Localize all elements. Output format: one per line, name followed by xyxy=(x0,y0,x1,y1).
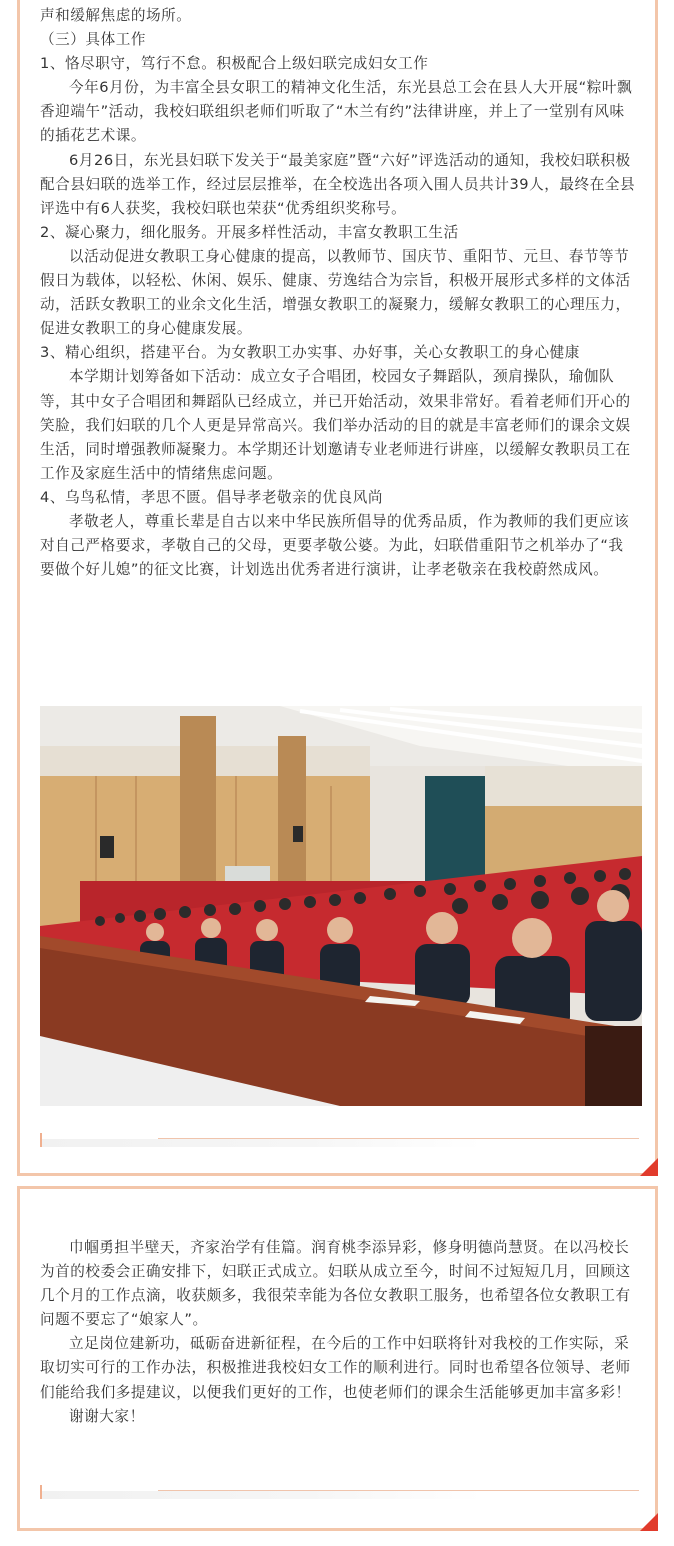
paragraph: 孝敬老人，尊重长辈是自古以来中华民族所倡导的优秀品质，作为教师的我们更应该对自己严格要求，孝敬自己的父母，更要孝敬公婆。为此，妇联借重阳节之机举办了“我要做个好儿媳”的征文比赛，计划选出优秀者进行演讲，让孝老敬亲在我校蔚然成风。 xyxy=(40,512,630,579)
content-card-2 xyxy=(17,1186,658,1531)
card-2-corner-triangle xyxy=(640,1513,658,1531)
paragraph: 以活动促进女教职工身心健康的提高，以教师节、国庆节、重阳节、元旦、春节等节假日为载体，以轻松、休闲、娱乐、健康、劳逸结合为宗旨，积极开展形式多样的文体活动，活跃女教职工的业余文化生活，增强女教职工的凝聚力，缓解女教职工的心理压力，促进女教职工的身心健康发展。 xyxy=(40,247,631,338)
paragraph: 立足岗位建新功，砥砺奋进新征程，在今后的工作中妇联将针对我校的工作实际，采取切实可行的工作办法，积极推进我校妇女工作的顺利进行。同时也希望各位领导、老师们能给我们多提建议，以便我们更好的工作，也使老师们的课余生活能够更加丰富多彩！ xyxy=(40,1335,631,1401)
paragraph: 今年6月份，为丰富全县女职工的精神文化生活，东光县总工会在县人大开展“粽叶飘香迎端午”活动，我校妇联组织老师们听取了“木兰有约”法律讲座，并上了一堂别有风味的插花艺术课。 xyxy=(40,79,633,145)
paragraph: 3、精心组织，搭建平台。为女教职工办实事、办好事，关心女教职工的身心健康 xyxy=(40,344,580,362)
paragraph: 巾帼勇担半壁天，齐家治学有佳篇。润育桃李添异彩，修身明德尚慧贤。在以冯校长为首的校委会正确安排下，妇联正式成立。妇联从成立至今，时间不过短短几月，回顾这几个月的工作点滴，收获颇多，我很荣幸能为各位女教职工服务，也希望各位女教职工有问题不要忘了“娘家人”。 xyxy=(40,1239,631,1329)
article-text-2 xyxy=(40,1236,637,1429)
article-text-1 xyxy=(40,4,637,582)
card-1-footer-divider xyxy=(40,1133,639,1147)
card-1-corner-triangle xyxy=(640,1158,658,1176)
paragraph: 声和缓解焦虑的场所。 xyxy=(40,7,192,24)
paragraph: （三）具体工作 xyxy=(40,31,147,49)
paragraph: 谢谢大家！ xyxy=(69,1407,145,1425)
meeting-photo xyxy=(40,706,642,1106)
content-card-1 xyxy=(17,0,658,1176)
auditorium-image xyxy=(40,706,642,1106)
paragraph: 6月26日，东光县妇联下发关于“最美家庭”暨“六好”评选活动的通知，我校妇联积极配合县妇联的选举工作，经过层层推举，在全校选出各项入围人员共计39人，最终在全县评选中有6人获奖，我校妇联也荣获“优秀组织奖称号。 xyxy=(40,151,636,217)
paragraph: 本学期计划筹备如下活动：成立女子合唱团，校园女子舞蹈队，颈肩操队，瑜伽队等，其中女子合唱团和舞蹈队已经成立，并已开始活动，效果非常好。看着老师们开心的笑脸，我们妇联的几个人更是异常高兴。我们举办活动的目的就是丰富老师们的课余文娱生活，同时增强教师凝聚力。本学期还计划邀请专业老师进行讲座，以缓解女教职员工在工作及家庭生活中的情绪焦虑问题。 xyxy=(40,368,631,482)
paragraph: 2、凝心聚力，细化服务。开展多样性活动，丰富女教职工生活 xyxy=(40,223,459,241)
paragraph: 1、恪尽职守，笃行不怠。积极配合上级妇联完成妇女工作 xyxy=(40,55,429,73)
card-2-footer-divider xyxy=(40,1485,639,1499)
paragraph: 4、乌鸟私情，孝思不匮。倡导孝老敬亲的优良风尚 xyxy=(40,488,383,506)
